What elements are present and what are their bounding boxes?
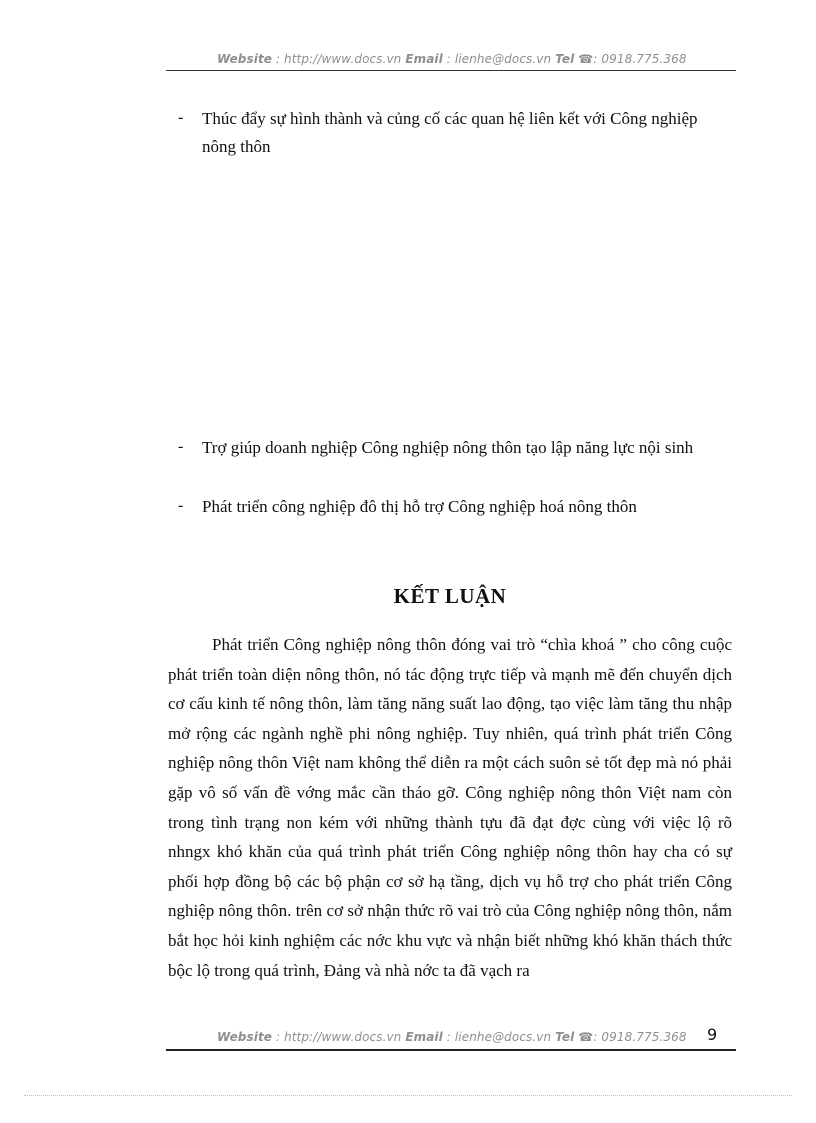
page-break-line (24, 1095, 792, 1096)
email-label: Email (405, 1030, 443, 1044)
section-title: KẾT LUẬN (393, 584, 507, 608)
bullet-item: Trợ giúp doanh nghiệp Công nghiệp nông thôn tạo lập năng lực nội sinh (202, 438, 694, 457)
conclusion-paragraph: Phát triển Công nghiệp nông thôn đóng vai trò “chìa khoá ” cho công cuộc phát triển toàn diện nông thôn, nó tác động trực tiếp và mạnh mẽ đến chuyển dịch cơ cấu kinh tế nông thôn, làm tăng năng suất lao động, tạo việc làm tăng thu nhập mở rộng các ngành nghề phi nông nghiệp. Tuy nhiên, quá trình phát triển Công nghiệp nông thôn Việt nam không thể diễn ra một cách suôn sẻ tốt đẹp mà nó phải gặp vô số vấn đề vớng mắc cần tháo gỡ. Công nghiệp nông thôn Việt nam còn trong tình trạng non kém với những thành tựu đã đạt đợc cùng với việc lộ rõ nhngx khó khăn của quá trình phát triển Công nghiệp nông thôn hay cha có sự phối hợp đồng bộ các bộ phận cơ sở hạ tầng, dịch vụ hỗ trợ cho phát triển Công nghiệp nông thôn. trên cơ sở nhận thức rõ vai trò của Công nghiệp nông thôn, nắm bắt học hỏi kinh nghiệm các nớc khu vực và nhận biết những khó khăn thách thức bộc lộ trong quá trình, Đảng và nhà nớc ta đã vạch ra (168, 635, 732, 980)
page-footer (217, 1030, 687, 1044)
website-label: Website (217, 1030, 273, 1044)
header-divider (166, 70, 736, 71)
footer-divider (166, 1049, 736, 1051)
email-label: Email (405, 52, 443, 66)
bullet-marker: - (178, 109, 184, 126)
bullet-marker: - (178, 497, 184, 514)
telephone-icon: ☎ (578, 52, 594, 66)
telephone-icon: ☎ (578, 1030, 594, 1044)
bullet-item: Phát triển công nghiệp đô thị hỗ trợ Công nghiệp hoá nông thôn (202, 497, 637, 516)
bullet-marker: - (178, 438, 184, 455)
page-header (217, 52, 687, 66)
tel-label: Tel (555, 1030, 575, 1044)
tel-label: Tel (555, 52, 575, 66)
page-number: 9 (707, 1025, 718, 1044)
email-value[interactable]: : lienhe@docs.vn (446, 1030, 552, 1044)
bullet-item: Thúc đẩy sự hình thành và củng cố các quan hệ liên kết với Công nghiệp nông thôn (202, 109, 698, 156)
website-url[interactable]: : http://www.docs.vn (275, 1030, 402, 1044)
tel-value: : 0918.775.368 (593, 52, 687, 66)
email-value[interactable]: : lienhe@docs.vn (446, 52, 552, 66)
website-url[interactable]: : http://www.docs.vn (275, 52, 402, 66)
tel-value: : 0918.775.368 (593, 1030, 687, 1044)
website-label: Website (217, 52, 273, 66)
